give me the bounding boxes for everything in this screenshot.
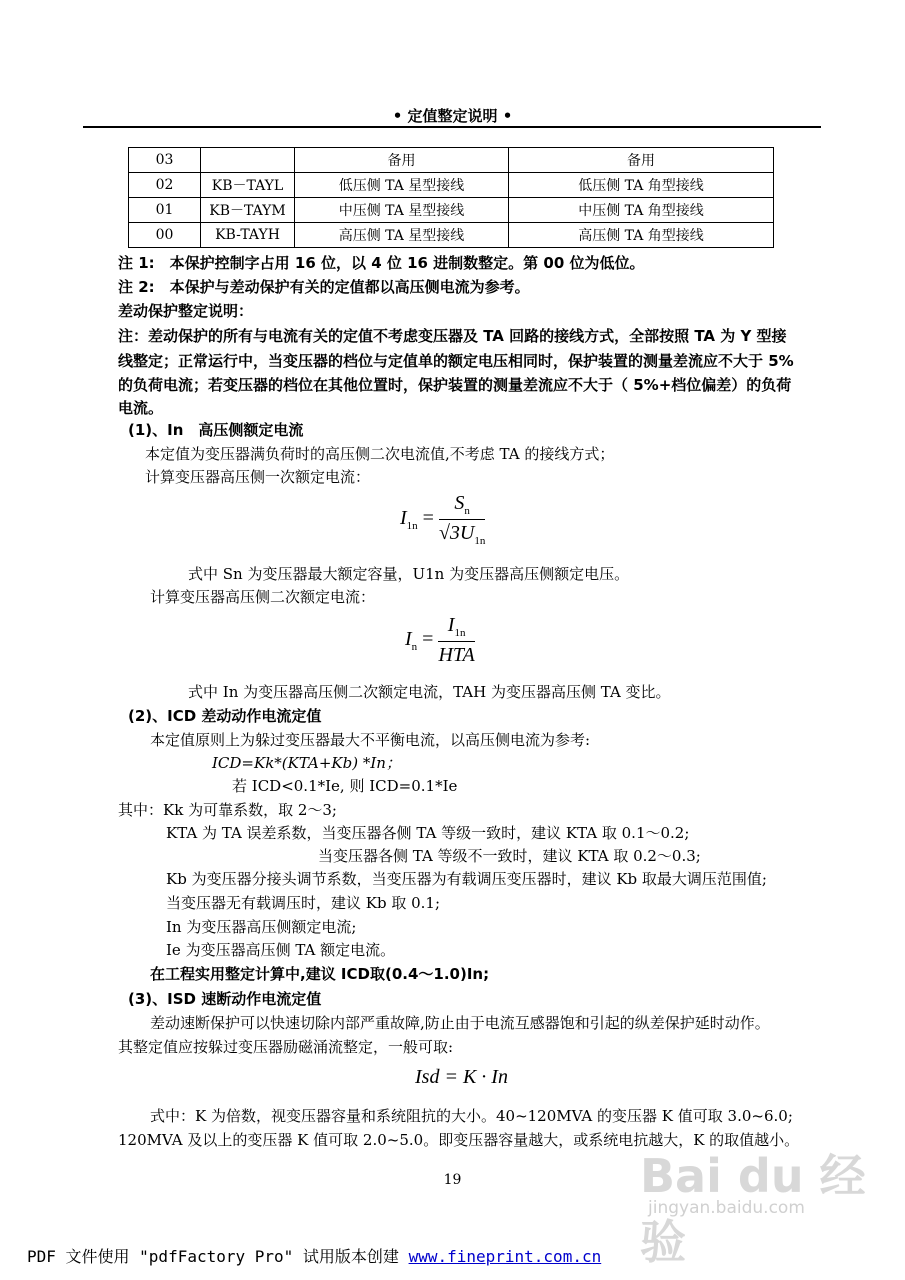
table-cell: 低压侧 TA 角型接线: [509, 173, 774, 198]
diff-note-line-4: 电流。: [118, 399, 164, 417]
table-row: [129, 148, 774, 173]
footer-text: PDF 文件使用 "pdfFactory Pro" 试用版本创建: [27, 1247, 409, 1266]
s2-line-8: 当变压器无有载调压时，建议 Kb 取 0.1;: [166, 894, 441, 912]
diff-note-line-2: 线整定；正常运行中，当变压器的档位与定值单的额定电压相同时，保护装置的测量差流应不大于 5%: [118, 352, 794, 370]
s2-condition: 若 ICD<0.1*Ie, 则 ICD=0.1*Ie: [232, 777, 458, 795]
page-header: • 定值整定说明 •: [392, 107, 513, 125]
s3-line-3: 式中：K 为倍数，视变压器容量和系统阻抗的大小。40~120MVA 的变压器 K 值可取 3.0~6.0;: [150, 1107, 793, 1125]
footer-link[interactable]: www.fineprint.com.cn: [408, 1247, 602, 1266]
page-number: 19: [443, 1172, 462, 1188]
diff-section-title: 差动保护整定说明：: [118, 302, 254, 320]
formula-in: $I_n$ = $\frac{I_{1n}}{\text{HTA}}$: [405, 614, 475, 666]
s1-line-5: 式中 In 为变压器高压侧二次额定电流，TAH 为变压器高压侧 TA 变比。: [188, 683, 671, 701]
table-row: [129, 173, 774, 198]
s2-line-4: 其中：Kk 为可靠系数，取 2～3;: [118, 801, 337, 819]
table-cell: 00: [129, 223, 201, 248]
table-cell: 高压侧 TA 角型接线: [509, 223, 774, 248]
s3-title: (3)、ISD 速断动作电流定值: [128, 990, 322, 1008]
baidu-watermark-url: jingyan.baidu.com: [648, 1198, 805, 1218]
diff-note-line-3: 的负荷电流；若变压器的档位在其他位置时，保护装置的测量差流应不大于（ 5%+档位偏差）的负荷: [118, 376, 792, 394]
formula-isd: Isd = K · In: [415, 1066, 508, 1088]
s2-line-5: KTA 为 TA 误差系数，当变压器各侧 TA 等级一致时，建议 KTA 取 0.1～0.2;: [166, 824, 690, 842]
s2-line-1: 本定值原则上为躲过变压器最大不平衡电流，以高压侧电流为参考:: [150, 731, 591, 749]
s2-line-11: 在工程实用整定计算中,建议 ICD取(0.4～1.0)In;: [150, 965, 490, 983]
s1-line-3: 式中 Sn 为变压器最大额定容量，U1n 为变压器高压侧额定电压。: [188, 565, 630, 583]
formula-i1n: $I_{1n}$ = $\frac{S_n}{√3U_{1n}}$: [400, 492, 486, 547]
note-1: 注 1: 本保护控制字占用 16 位，以 4 位 16 进制数整定。第 00 位为低位。: [118, 254, 645, 272]
s1-line-1: 本定值为变压器满负荷时的高压侧二次电流值,不考虑 TA 的接线方式；: [145, 445, 615, 463]
table-cell: 低压侧 TA 星型接线: [295, 173, 509, 198]
s2-title: (2)、ICD 差动动作电流定值: [128, 707, 322, 725]
header-rule: [83, 126, 821, 128]
table-cell: 01: [129, 198, 201, 223]
s2-line-7: Kb 为变压器分接头调节系数，当变压器为有载调压变压器时，建议 Kb 取最大调压范围值;: [166, 870, 767, 888]
table-cell: 03: [129, 148, 201, 173]
s2-line-6: 当变压器各侧 TA 等级不一致时，建议 KTA 取 0.2～0.3;: [318, 847, 701, 865]
table-cell: 备用: [295, 148, 509, 173]
baidu-watermark: Bai du 经验: [640, 1149, 866, 1269]
table-cell: 备用: [509, 148, 774, 173]
diff-note-line-1: 注：差动保护的所有与电流有关的定值不考虑变压器及 TA 回路的接线方式，全部按照 TA 为 Y 型接: [118, 327, 787, 345]
table-cell: KB-TAYH: [201, 223, 295, 248]
s1-line-2: 计算变压器高压侧一次额定电流：: [145, 468, 371, 486]
s3-line-2: 其整定值应按躲过变压器励磁涌流整定，一般可取:: [118, 1038, 454, 1056]
note-2: 注 2: 本保护与差动保护有关的定值都以高压侧电流为参考。: [118, 278, 530, 296]
control-word-table: [128, 147, 774, 248]
s3-line-1: 差动速断保护可以快速切除内部严重故障,防止由于电流互感器饱和引起的纵差保护延时动作。: [150, 1014, 770, 1032]
table-row: [129, 223, 774, 248]
table-cell: 高压侧 TA 星型接线: [295, 223, 509, 248]
s3-line-4: 120MVA 及以上的变压器 K 值可取 2.0~5.0。即变压器容量越大，或系统电抗越大，K 的取值越小。: [118, 1131, 800, 1149]
table-cell: [201, 148, 295, 173]
table-cell: 02: [129, 173, 201, 198]
s2-line-9: In 为变压器高压侧额定电流;: [166, 918, 357, 936]
table-cell: 中压侧 TA 角型接线: [509, 198, 774, 223]
table-cell: KB－TAYM: [201, 198, 295, 223]
table-row: [129, 198, 774, 223]
s2-line-10: Ie 为变压器高压侧 TA 额定电流。: [166, 941, 396, 959]
table-cell: KB－TAYL: [201, 173, 295, 198]
s1-line-4: 计算变压器高压侧二次额定电流：: [150, 588, 376, 606]
table-cell: 中压侧 TA 星型接线: [295, 198, 509, 223]
s1-title: (1)、In 高压侧额定电流: [128, 421, 304, 439]
pdf-footer: [27, 1244, 601, 1267]
s2-formula: ICD=Kk*(KTA+Kb) *In；: [212, 754, 401, 772]
